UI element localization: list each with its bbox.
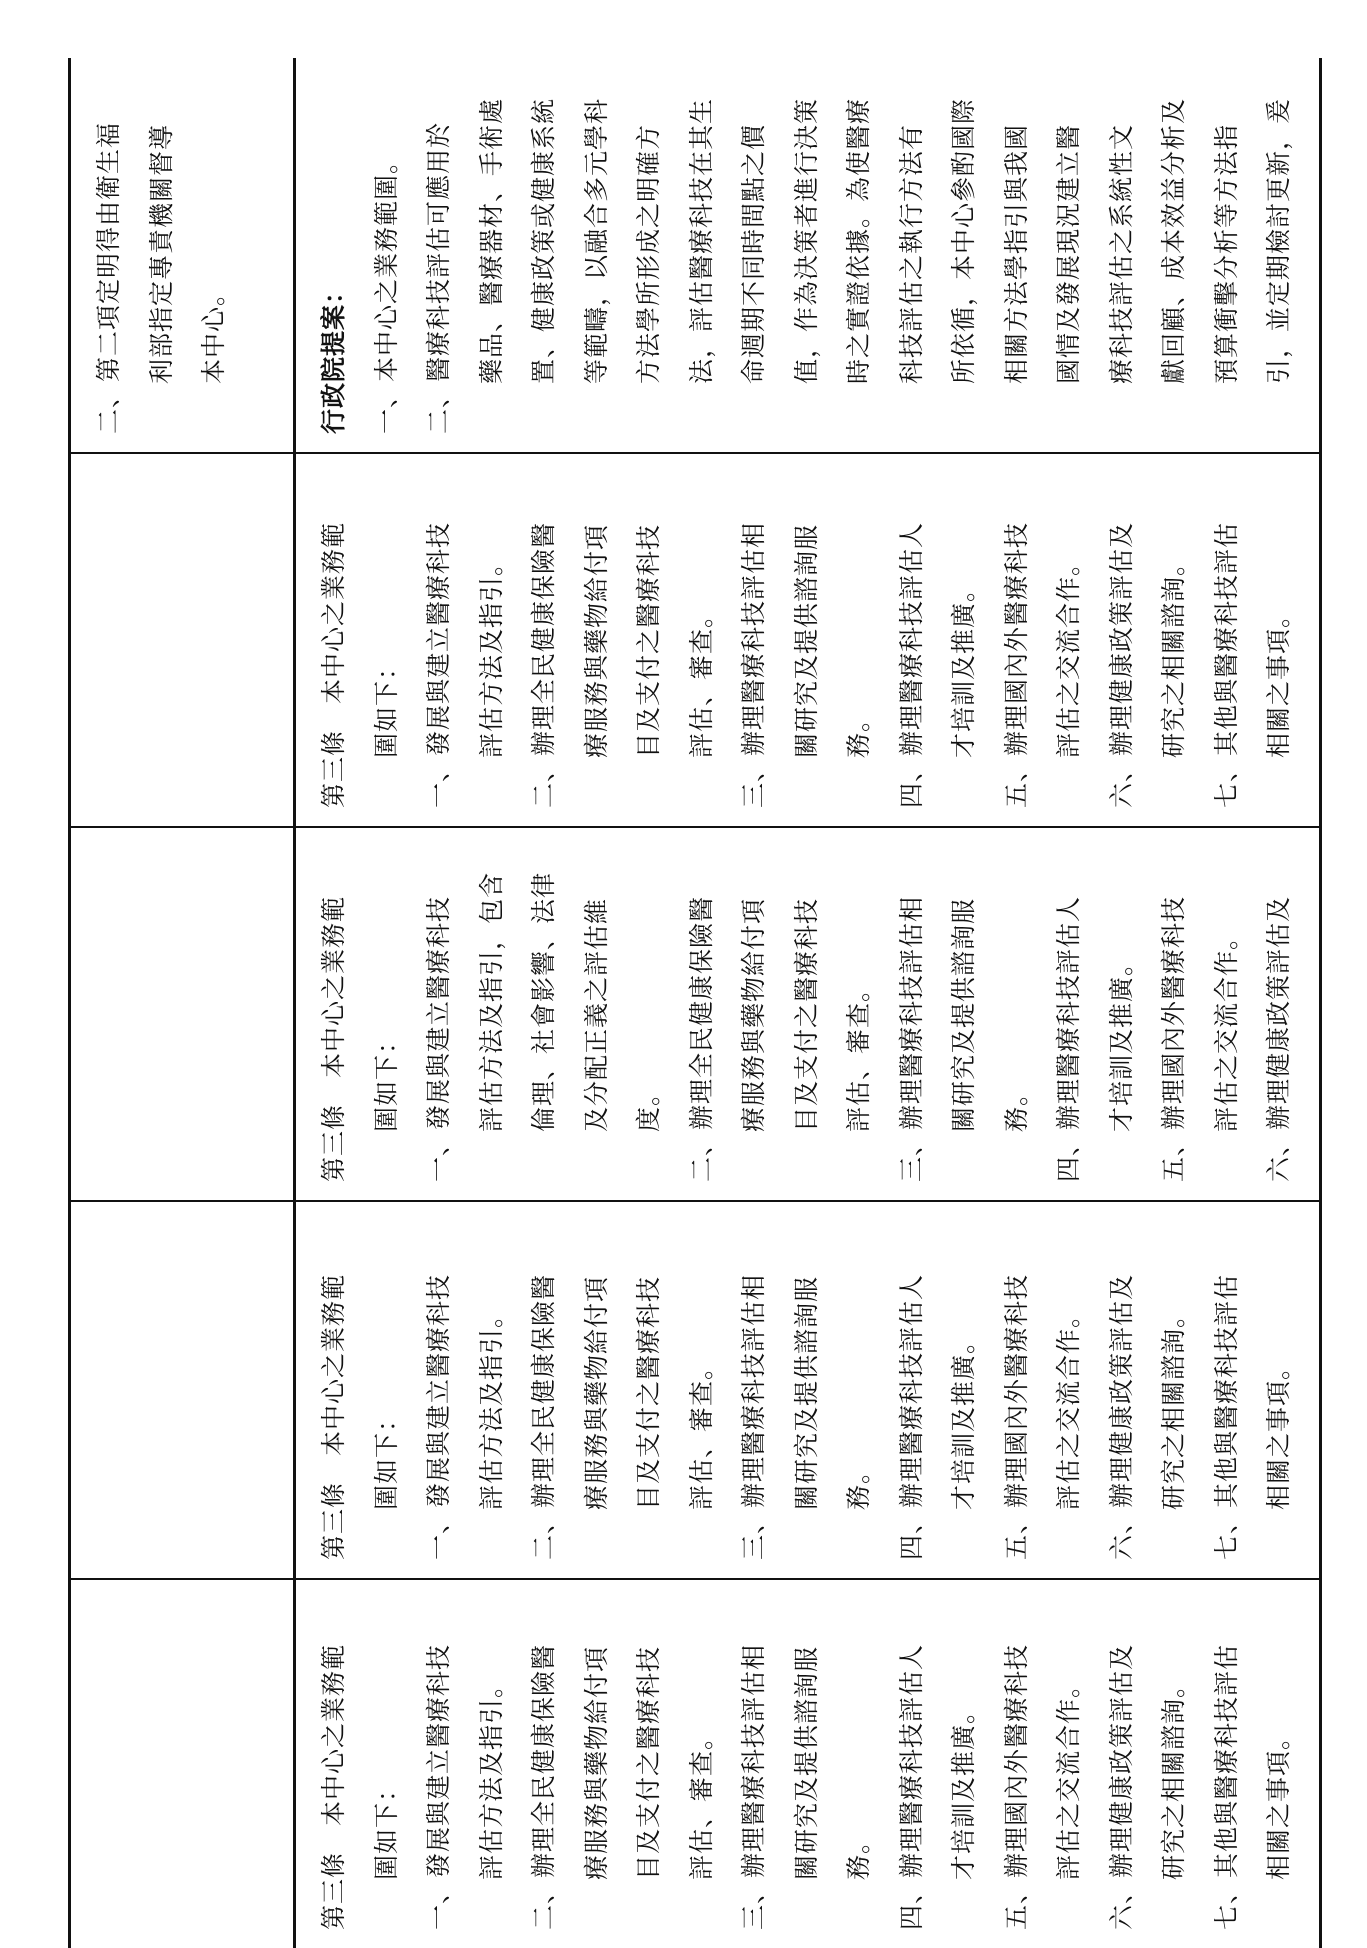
text-line: 關研究及提供諮詢服 (791, 1645, 821, 1880)
cell-top-col2 (71, 1202, 293, 1580)
text-line: 一、本中心之業務範圍。 (371, 147, 401, 434)
text-line: 目及支付之醫療科技 (634, 1275, 663, 1510)
cell-bottom-explanation (296, 58, 1322, 454)
text-line: 研究之相關諮詢。 (1159, 549, 1188, 758)
text-line: 時之實證依據。為使醫療 (844, 97, 873, 384)
text-line: 六、辦理健康政策評估及 (1106, 521, 1136, 808)
table-row-bottom (296, 58, 1322, 1948)
text-line: 利部指定專責機關督導 (146, 123, 176, 384)
text-line: 六、辦理健康政策評估及 (1264, 895, 1293, 1182)
text-line: 倫理、社會影響、法律 (529, 871, 558, 1132)
text-line: 第三條 本中心之業務範 (319, 1643, 348, 1930)
text-line: 值，作為決策者進行決策 (791, 97, 821, 384)
text-line: 評估、審查。 (686, 1723, 716, 1880)
text-line: 療服務與藥物給付項 (739, 897, 768, 1132)
text-line: 目及支付之醫療科技 (634, 523, 663, 758)
table-row-top (71, 58, 296, 1948)
text-line: 才培訓及推廣。 (1106, 949, 1136, 1132)
text-line: 二、第二項定明得由衛生福 (94, 121, 123, 434)
text-line: 法，評估醫療科技在其生 (686, 97, 716, 384)
text-line: 三、辦理醫療科技評估相 (739, 1643, 768, 1930)
text-line: 療科技評估之系統性文 (1106, 123, 1136, 384)
text-line: 評估之交流合作。 (1054, 1301, 1083, 1510)
text-line: 關研究及提供諮詢服 (791, 1275, 821, 1510)
cell-bottom-col1 (296, 1580, 1322, 1948)
text-line: 一、發展與建立醫療科技 (424, 895, 453, 1182)
text-line: 療服務與藥物給付項 (581, 1275, 611, 1510)
text-line: 一、發展與建立醫療科技 (424, 521, 453, 808)
text-line: 科技評估之執行方法有 (896, 123, 926, 384)
text-line: 七、其他與醫療科技評估 (1211, 1643, 1241, 1930)
text-line: 評估方法及指引。 (476, 1671, 506, 1880)
text-line: 評估方法及指引。 (476, 549, 506, 758)
text-line: 二、醫療科技評估可應用於 (424, 121, 453, 434)
text-line: 才培訓及推廣。 (949, 575, 978, 758)
text-line: 相關之事項。 (1264, 601, 1293, 758)
text-line: 一、發展與建立醫療科技 (424, 1273, 453, 1560)
text-line: 務。 (844, 705, 873, 758)
text-line: 相關之事項。 (1264, 1353, 1293, 1510)
text-line: 療服務與藥物給付項 (581, 1645, 611, 1880)
text-line: 所依循，本中心參酌國際 (949, 97, 978, 384)
text-line: 六、辦理健康政策評估及 (1106, 1643, 1136, 1930)
cell-top-col1 (71, 1580, 293, 1948)
text-line: 才培訓及推廣。 (949, 1327, 978, 1510)
text-line: 二、辦理全民健康保險醫 (529, 1643, 558, 1930)
text-line: 獻回顧、成本效益分析及 (1159, 97, 1188, 384)
text-line: 圍如下： (371, 1405, 401, 1510)
text-line: 預算衝擊分析等方法指 (1211, 123, 1241, 384)
text-line: 關研究及提供諮詢服 (949, 897, 978, 1132)
cell-bottom-col3 (296, 828, 1322, 1202)
text-line: 第三條 本中心之業務範 (319, 895, 348, 1182)
text-line: 度。 (634, 1079, 663, 1132)
text-line: 國情及發展現況建立醫 (1054, 123, 1083, 384)
cell-heading: 行政院提案： (319, 277, 348, 434)
text-line: 相關之事項。 (1264, 1723, 1293, 1880)
text-line: 評估、審查。 (686, 1353, 716, 1510)
text-line: 圍如下： (371, 653, 401, 758)
text-line: 二、辦理全民健康保險醫 (529, 521, 558, 808)
text-line: 務。 (844, 1827, 873, 1880)
text-line: 五、辦理國內外醫療科技 (1001, 1643, 1031, 1930)
text-line: 五、辦理國內外醫療科技 (1001, 1273, 1031, 1560)
text-line: 四、辦理醫療科技評估人 (896, 1643, 926, 1930)
text-line: 評估之交流合作。 (1054, 549, 1083, 758)
text-line: 三、辦理醫療科技評估相 (739, 1273, 768, 1560)
text-line: 四、辦理醫療科技評估人 (1054, 895, 1083, 1182)
text-line: 本中心。 (199, 279, 228, 384)
text-line: 務。 (844, 1457, 873, 1510)
text-line: 圍如下： (371, 1027, 401, 1132)
cell-top-col4 (71, 454, 293, 828)
text-line: 三、辦理醫療科技評估相 (896, 895, 926, 1182)
text-line: 研究之相關諮詢。 (1159, 1301, 1188, 1510)
text-line: 第三條 本中心之業務範 (319, 1273, 348, 1560)
text-line: 相關方法學指引與我國 (1001, 123, 1031, 384)
text-line: 五、辦理國內外醫療科技 (1159, 895, 1188, 1182)
text-line: 關研究及提供諮詢服 (791, 523, 821, 758)
text-line: 六、辦理健康政策評估及 (1106, 1273, 1136, 1560)
text-line: 等範疇，以融合多元學科 (581, 97, 611, 384)
text-line: 四、辦理醫療科技評估人 (896, 521, 926, 808)
text-line: 才培訓及推廣。 (949, 1697, 978, 1880)
text-line: 目及支付之醫療科技 (634, 1645, 663, 1880)
text-line: 研究之相關諮詢。 (1159, 1671, 1188, 1880)
text-line: 二、辦理全民健康保險醫 (686, 895, 716, 1182)
cell-top-explanation (71, 58, 293, 454)
text-line: 圍如下： (371, 1775, 401, 1880)
text-line: 方法學所形成之明確方 (634, 123, 663, 384)
text-line: 第三條 本中心之業務範 (319, 521, 348, 808)
text-line: 藥品、醫療器材、手術處 (476, 97, 506, 384)
text-line: 置、健康政策或健康系統 (529, 97, 558, 384)
text-line: 命週期不同時間點之價 (739, 123, 768, 384)
text-line: 評估之交流合作。 (1054, 1671, 1083, 1880)
text-line: 評估、審查。 (686, 601, 716, 758)
comparison-table (68, 58, 1322, 1948)
text-line: 評估方法及指引，包含 (476, 871, 506, 1132)
text-line: 目及支付之醫療科技 (791, 897, 821, 1132)
text-line: 三、辦理醫療科技評估相 (739, 521, 768, 808)
text-line: 一、發展與建立醫療科技 (424, 1643, 453, 1930)
text-line: 引，並定期檢討更新，爰 (1264, 97, 1293, 384)
text-line: 七、其他與醫療科技評估 (1211, 1273, 1241, 1560)
text-line: 二、辦理全民健康保險醫 (529, 1273, 558, 1560)
text-line: 務。 (1001, 1079, 1031, 1132)
text-line: 四、辦理醫療科技評估人 (896, 1273, 926, 1560)
text-line: 五、辦理國內外醫療科技 (1001, 521, 1031, 808)
text-line: 評估之交流合作。 (1211, 923, 1241, 1132)
cell-top-col3 (71, 828, 293, 1202)
cell-bottom-col4 (296, 454, 1322, 828)
text-line: 療服務與藥物給付項 (581, 523, 611, 758)
text-line: 評估方法及指引。 (476, 1301, 506, 1510)
text-line: 及分配正義之評估維 (581, 897, 611, 1132)
text-line: 七、其他與醫療科技評估 (1211, 521, 1241, 808)
cell-bottom-col2 (296, 1202, 1322, 1580)
text-line: 評估、審查。 (844, 975, 873, 1132)
